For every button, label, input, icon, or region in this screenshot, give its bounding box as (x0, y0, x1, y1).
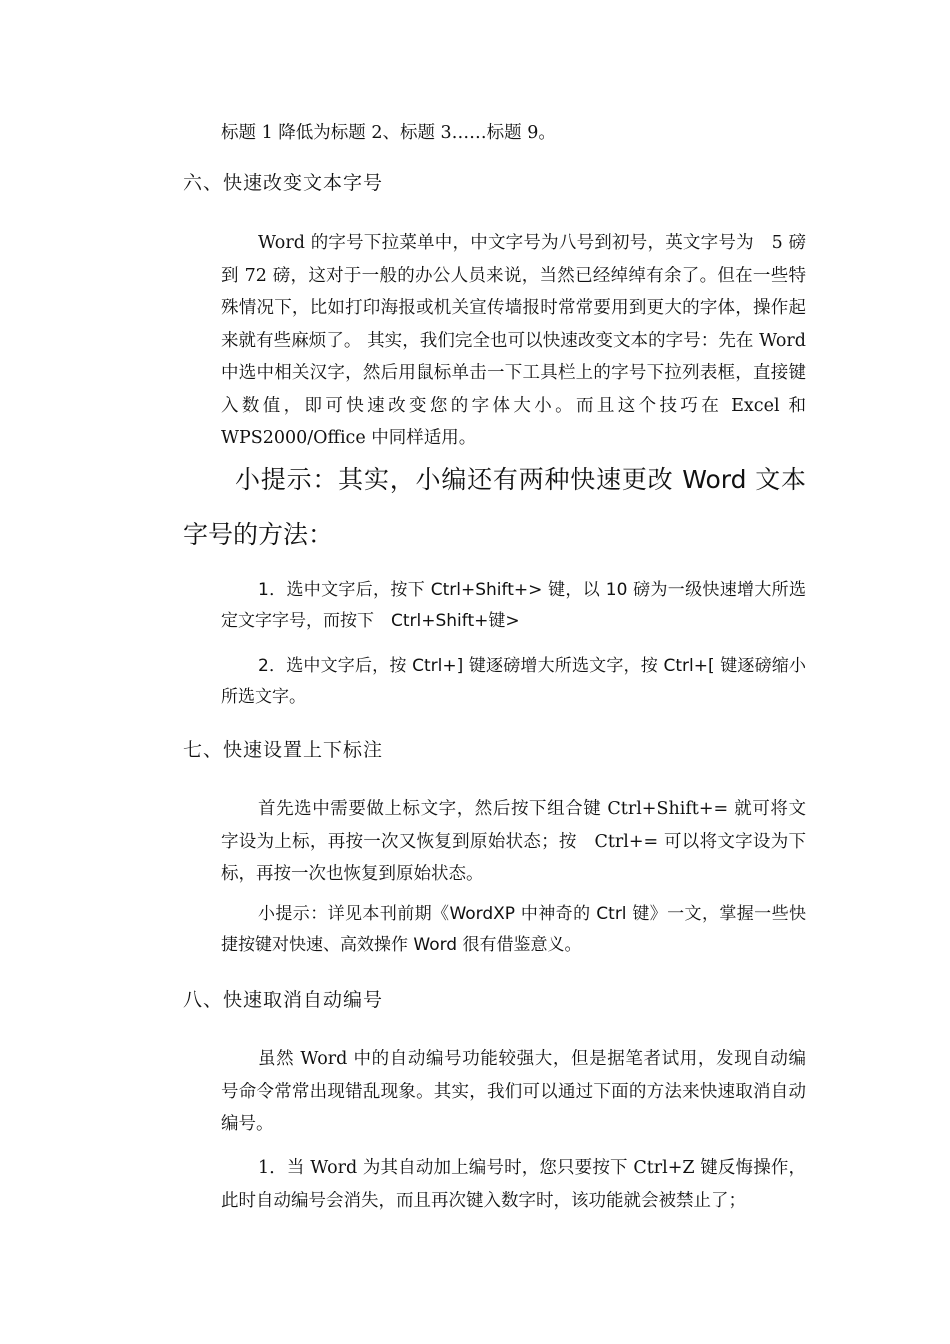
tip-6-item-2: 2．选中文字后，按 Ctrl+] 键逐磅增大所选文字，按 Ctrl+[ 键逐磅缩小所选文字。 (221, 656, 806, 707)
section-heading-6: 六、快速改变文本字号 (183, 172, 384, 194)
continued-paragraph: 标题 1 降低为标题 2、标题 3……标题 9。 (221, 123, 556, 143)
tip-6-item-1: 1．选中文字后，按下 Ctrl+Shift+> 键，以 10 磅为一级快速增大所选定文字字号，而按下 Ctrl+Shift+键> (221, 580, 806, 631)
section-heading-7: 七、快速设置上下标注 (183, 739, 384, 761)
section-6-paragraph: Word 的字号下拉菜单中，中文字号为八号到初号，英文字号为 5 磅到 72 磅，这对于一般的办公人员来说，当然已经绰绰有余了。但在一些特殊情况下，比如打印海报或机关宣传墙报时常常要用到更大的字体，操作起来就有些麻烦了。 其实，我们完全也可以快速改变文本的字号：先在 Word 中选中相关汉字，然后用鼠标单击一下工具栏上的字号下拉列表框，直接键入数值，即可快速改变您的字体大小。而且这个技巧在 Excel 和 WPS2000/Office 中同样适用。 (221, 233, 806, 448)
section-8-paragraph: 虽然 Word 中的自动编号功能较强大，但是据笔者试用，发现自动编号命令常常出现错乱现象。其实，我们可以通过下面的方法来快速取消自动编号。 (221, 1049, 806, 1134)
tip-heading-6: 小提示：其实，小编还有两种快速更改 Word 文本字号的方法： (183, 465, 806, 549)
section-7-paragraph: 首先选中需要做上标文字，然后按下组合键 Ctrl+Shift+= 就可将文字设为上标，再按一次又恢复到原始状态；按 Ctrl+= 可以将文字设为下标，再按一次也恢复到原始状态。 (221, 799, 806, 884)
section-8-item-1: 1．当 Word 为其自动加上编号时，您只要按下 Ctrl+Z 键反悔操作，此时自动编号会消失，而且再次键入数字时，该功能就会被禁止了； (221, 1158, 806, 1211)
tip-7-paragraph: 小提示：详见本刊前期《WordXP 中神奇的 Ctrl 键》一文，掌握一些快捷按键对快速、高效操作 Word 很有借鉴意义。 (221, 904, 806, 955)
section-heading-8: 八、快速取消自动编号 (183, 989, 384, 1011)
